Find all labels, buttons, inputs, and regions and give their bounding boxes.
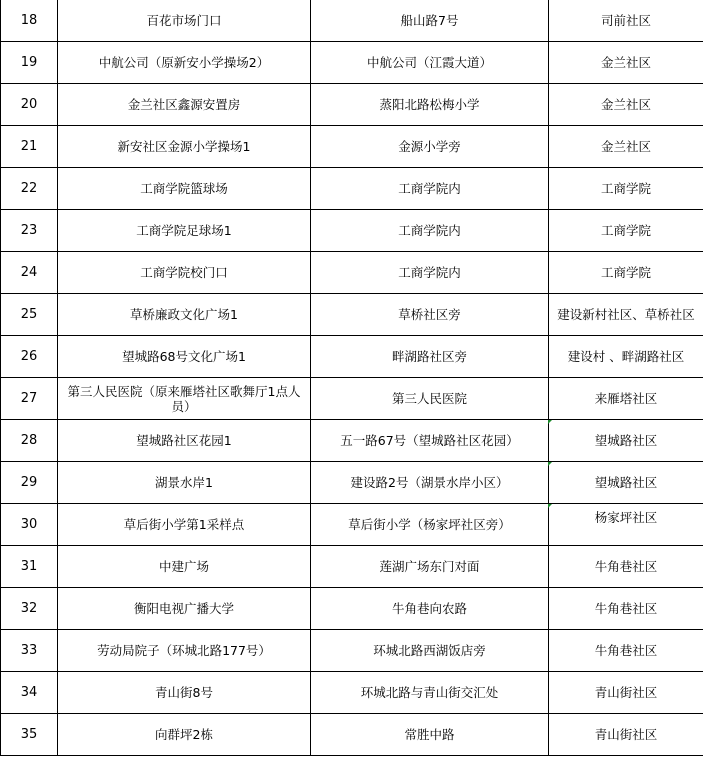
address-cell: 中航公司（江霞大道） (311, 42, 549, 84)
row-number-cell: 19 (1, 42, 58, 84)
location-cell: 草桥廉政文化广场1 (58, 294, 311, 336)
table-row (1, 42, 703, 84)
cell-comment-marker (548, 420, 552, 424)
row-number-cell: 20 (1, 84, 58, 126)
community-cell: 杨家坪社区 (549, 504, 703, 546)
community-cell: 望城路社区 (549, 420, 703, 462)
table-row (1, 210, 703, 252)
table-row (1, 714, 703, 756)
location-cell: 百花市场门口 (58, 0, 311, 42)
community-cell: 工商学院 (549, 168, 703, 210)
community-cell: 望城路社区 (549, 462, 703, 504)
location-cell: 劳动局院子（环城北路177号） (58, 630, 311, 672)
table-row (1, 378, 703, 420)
row-number-cell: 25 (1, 294, 58, 336)
location-cell: 望城路社区花园1 (58, 420, 311, 462)
location-cell: 向群坪2栋 (58, 714, 311, 756)
row-number-cell: 33 (1, 630, 58, 672)
community-cell: 司前社区 (549, 0, 703, 42)
address-cell: 建设路2号（湖景水岸小区） (311, 462, 549, 504)
table-row (1, 462, 703, 504)
address-cell: 工商学院内 (311, 252, 549, 294)
location-cell: 望城路68号文化广场1 (58, 336, 311, 378)
cell-comment-marker (548, 462, 552, 466)
cell-comment-marker (548, 504, 552, 508)
location-cell: 第三人民医院（原来雁塔社区歌舞厅1点人员） (58, 378, 311, 420)
row-number-cell: 31 (1, 546, 58, 588)
location-cell: 工商学院校门口 (58, 252, 311, 294)
row-number-cell: 22 (1, 168, 58, 210)
row-number-cell: 18 (1, 0, 58, 42)
row-number-cell: 28 (1, 420, 58, 462)
community-cell: 金兰社区 (549, 126, 703, 168)
address-cell: 蒸阳北路松梅小学 (311, 84, 549, 126)
table-body (1, 0, 703, 756)
table-row (1, 0, 703, 42)
row-number-cell: 21 (1, 126, 58, 168)
community-cell: 工商学院 (549, 252, 703, 294)
location-cell: 衡阳电视广播大学 (58, 588, 311, 630)
address-cell: 环城北路西湖饭店旁 (311, 630, 549, 672)
address-cell: 第三人民医院 (311, 378, 549, 420)
address-cell: 畔湖路社区旁 (311, 336, 549, 378)
address-cell: 五一路67号（望城路社区花园） (311, 420, 549, 462)
community-cell: 青山街社区 (549, 714, 703, 756)
address-cell: 草桥社区旁 (311, 294, 549, 336)
table-row (1, 252, 703, 294)
location-cell: 湖景水岸1 (58, 462, 311, 504)
address-cell: 草后街小学（杨家坪社区旁） (311, 504, 549, 546)
address-cell: 工商学院内 (311, 168, 549, 210)
row-number-cell: 24 (1, 252, 58, 294)
community-cell: 牛角巷社区 (549, 546, 703, 588)
table-row (1, 420, 703, 462)
row-number-cell: 35 (1, 714, 58, 756)
location-cell: 草后街小学第1采样点 (58, 504, 311, 546)
community-cell: 建设村 、畔湖路社区 (549, 336, 703, 378)
community-cell: 青山街社区 (549, 672, 703, 714)
row-number-cell: 30 (1, 504, 58, 546)
community-cell: 牛角巷社区 (549, 588, 703, 630)
location-cell: 中建广场 (58, 546, 311, 588)
location-cell: 新安社区金源小学操场1 (58, 126, 311, 168)
community-cell: 来雁塔社区 (549, 378, 703, 420)
address-cell: 工商学院内 (311, 210, 549, 252)
address-cell: 金源小学旁 (311, 126, 549, 168)
address-cell: 船山路7号 (311, 0, 549, 42)
address-cell: 牛角巷向农路 (311, 588, 549, 630)
table-row (1, 336, 703, 378)
row-number-cell: 23 (1, 210, 58, 252)
table-row (1, 588, 703, 630)
community-cell: 建设新村社区、草桥社区 (549, 294, 703, 336)
location-cell: 中航公司（原新安小学操场2） (58, 42, 311, 84)
location-cell: 金兰社区鑫源安置房 (58, 84, 311, 126)
community-cell: 金兰社区 (549, 42, 703, 84)
table-row (1, 546, 703, 588)
address-cell: 莲湖广场东门对面 (311, 546, 549, 588)
table-row (1, 84, 703, 126)
table-row (1, 672, 703, 714)
row-number-cell: 29 (1, 462, 58, 504)
community-cell: 牛角巷社区 (549, 630, 703, 672)
table-row (1, 126, 703, 168)
row-number-cell: 27 (1, 378, 58, 420)
row-number-cell: 32 (1, 588, 58, 630)
table-row (1, 504, 703, 546)
table-row (1, 168, 703, 210)
address-cell: 环城北路与青山街交汇处 (311, 672, 549, 714)
row-number-cell: 26 (1, 336, 58, 378)
community-cell: 金兰社区 (549, 84, 703, 126)
row-number-cell: 34 (1, 672, 58, 714)
table-row (1, 294, 703, 336)
address-cell: 常胜中路 (311, 714, 549, 756)
table-row (1, 630, 703, 672)
location-cell: 工商学院篮球场 (58, 168, 311, 210)
location-cell: 工商学院足球场1 (58, 210, 311, 252)
location-cell: 青山街8号 (58, 672, 311, 714)
community-cell: 工商学院 (549, 210, 703, 252)
